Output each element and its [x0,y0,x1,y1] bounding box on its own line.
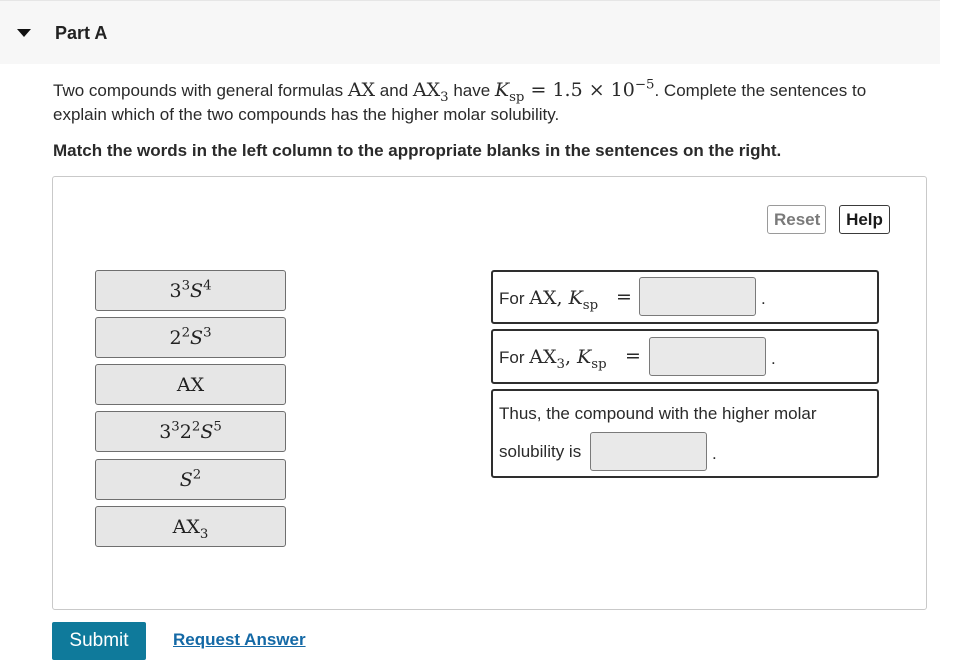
part-header[interactable] [0,0,940,64]
ksp-expression: $K_{sp} = 1.5 \times 10^{-5}$ [494,77,655,105]
part-title: Part A [55,23,108,43]
sentence-ax-ksp: For AX, $K_{sp}$ = . [491,270,879,324]
question-text: Two compounds with general formulas AX and $AX_3$ have $K_{sp} = 1.5 \times 10^{-5}$. Complete the sentences to explain which of the two compounds has the higher molar solubility. [53,77,867,124]
sentence-higher-solubility: Thus, the compound with the higher molar solubility is . [491,389,879,478]
drop-blank-3[interactable] [590,432,707,471]
drop-blank-2[interactable] [649,337,766,376]
formula-ax3: $AX_3$ [412,79,449,105]
request-answer-link[interactable]: Request Answer [173,630,306,649]
instruction-text: Match the words in the left column to the appropriate blanks in the sentences on the right. [53,141,782,160]
sentence-ax3-ksp: For $AX_3$, $K_{sp}$ = . [491,329,879,384]
token-3cubed-s4[interactable]: $3^3S^4$ [95,270,286,311]
token-ax[interactable]: AX [95,364,286,405]
collapse-caret-icon[interactable] [17,29,31,37]
drop-blank-1[interactable] [639,277,756,316]
token-ax3[interactable]: $AX_3$ [95,506,286,547]
help-button[interactable]: Help [839,205,890,234]
submit-button[interactable]: Submit [52,622,146,660]
token-3cubed-2sq-s5[interactable]: $3^32^2S^5$ [95,411,286,452]
reset-button[interactable]: Reset [767,205,826,234]
token-s2[interactable]: $S^2$ [95,459,286,500]
token-2sq-s3[interactable]: $2^2S^3$ [95,317,286,358]
formula-ax: AX [347,79,376,101]
